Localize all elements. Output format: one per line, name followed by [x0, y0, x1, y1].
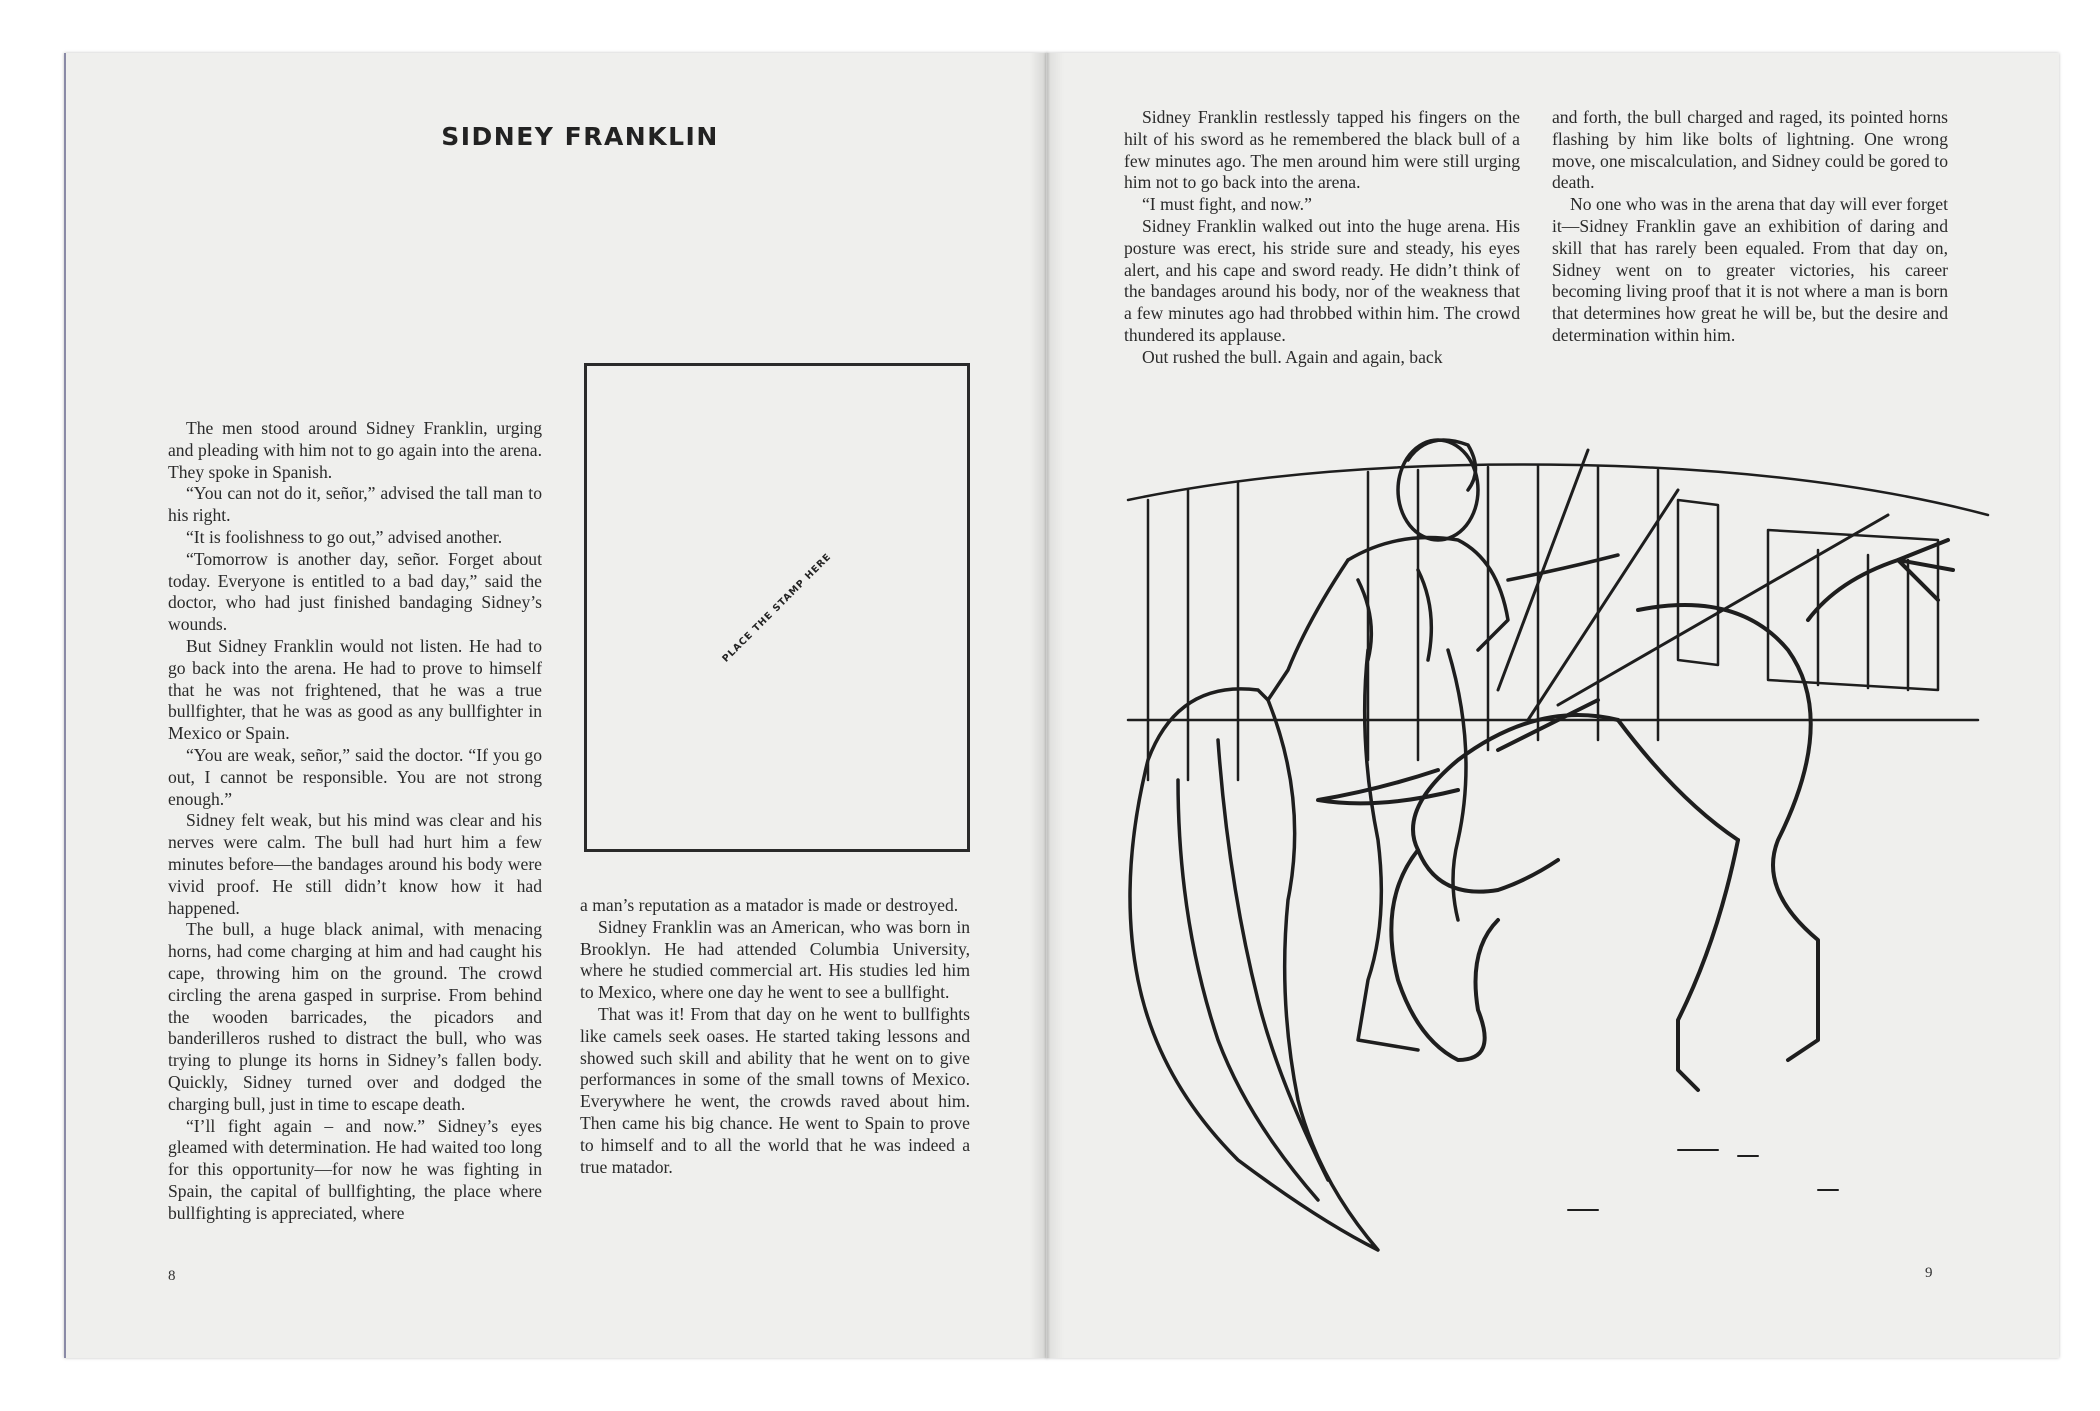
paragraph: and forth, the bull charged and raged, its pointed horns flashing by him like bolts of lightning. One wrong move, one miscalculation, and Sidney could be gored to death. [1552, 107, 1948, 193]
stamp-placeholder-box [584, 363, 970, 852]
book-gutter [1030, 53, 1064, 1358]
paragraph: “It is foolishness to go out,” advised another. [186, 526, 503, 547]
paragraph: “I must fight, and now.” [1142, 194, 1312, 215]
paragraph: “I’ll fight again – and now.” Sidney’s eyes gleamed with determination. He had waited too long for this opportunity—for now he was fighting in Spain, the capital of bullfighting, the place where bullfighting is appreciated, where [168, 1115, 542, 1223]
paragraph: “Tomorrow is another day, señor. Forget about today. Everyone is entitled to a bad day,” said the doctor, who had just finished bandaging Sidney’s wounds. [168, 548, 542, 635]
ground-marks [1568, 1150, 1838, 1210]
arena-fence [1128, 464, 1988, 780]
left-text-column-1 [168, 418, 542, 1224]
bull-drawing [1318, 540, 1953, 1090]
paragraph: “You can not do it, señor,” advised the tall man to his right. [168, 483, 542, 526]
cape-drawing [1130, 689, 1378, 1250]
stamp-label: PLACE THE STAMP HERE [720, 550, 834, 665]
bullfighter-illustration [1118, 420, 1998, 1265]
paragraph: That was it! From that day on he went to bullfights like camels seek oases. He started taking lessons and showed such skill and ability that he went on to give performances in some of the small towns of Mexico. Everywhere he went, the crowds raved about him. Then came his big chance. He went to Spain to prove to himself and to all the world that he was indeed a true matador. [580, 1003, 970, 1177]
paragraph: No one who was in the arena that day will ever forget it—Sidney Franklin gave an exhibition of daring and skill that has rarely been equaled. From that day on, Sidney went on to greater victories, his career becoming living proof that it is not where a man is born that determines how great he will be, but the desire and determination within him. [1552, 194, 1948, 345]
paragraph: a man’s reputation as a matador is made or destroyed. [580, 895, 959, 915]
matador-drawing [1268, 440, 1618, 1050]
page-number-right: 9 [1925, 1265, 1933, 1281]
paragraph: The bull, a huge black animal, with menacing horns, had come charging at him and had caught his cape, throwing him on the ground. The crowd circling the arena gasped in surprise. From behind the wooden barricades, the picadors and banderilleros rushed to distract the bull, who was trying to plunge its horns in Sidney’s fallen body. Quickly, Sidney turned over and dodged the charging bull, just in time to escape death. [168, 919, 542, 1114]
paragraph: Sidney Franklin walked out into the huge arena. His posture was erect, his stride sure and steady, his eyes alert, and his cape and sword ready. He didn’t think of the bandages around his body, nor of the weakness that a few minutes ago had throbbed within him. The crowd thundered its applause. [1124, 215, 1520, 345]
right-text-column-1 [1124, 107, 1520, 369]
page-title: SIDNEY FRANKLIN [441, 122, 719, 151]
paragraph: Sidney Franklin restlessly tapped his fingers on the hilt of his sword as he remembered the black bull of a few minutes ago. The men around him were still urging him not to go back into the arena. [1124, 107, 1520, 193]
paragraph: “You are weak, señor,” said the doctor. “If you go out, I cannot be responsible. You are not strong enough.” [168, 744, 542, 809]
paragraph: Sidney Franklin was an American, who was born in Brooklyn. He had attended Columbia University, where he studied commercial art. His studies led him to Mexico, where one day he went to see a bullfight. [580, 916, 970, 1003]
paragraph: Sidney felt weak, but his mind was clear and his nerves were calm. The bull had hurt him a few minutes before—the bandages around his body were vivid proof. He still didn’t know how it had happened. [168, 810, 542, 918]
page-number-left: 8 [168, 1268, 176, 1284]
right-text-column-2 [1552, 107, 1948, 347]
paragraph: Out rushed the bull. Again and again, back [1142, 346, 1443, 367]
banderillas [1498, 450, 1888, 720]
paragraph: The men stood around Sidney Franklin, urging and pleading with him not to go again into the arena. They spoke in Spanish. [168, 418, 542, 482]
left-text-column-2 [580, 895, 970, 1178]
paragraph: But Sidney Franklin would not listen. He had to go back into the arena. He had to prove to himself that he was not frightened, that he was a true bullfighter, that he was as good as any bullfighter in Mexico or Spain. [168, 635, 542, 744]
